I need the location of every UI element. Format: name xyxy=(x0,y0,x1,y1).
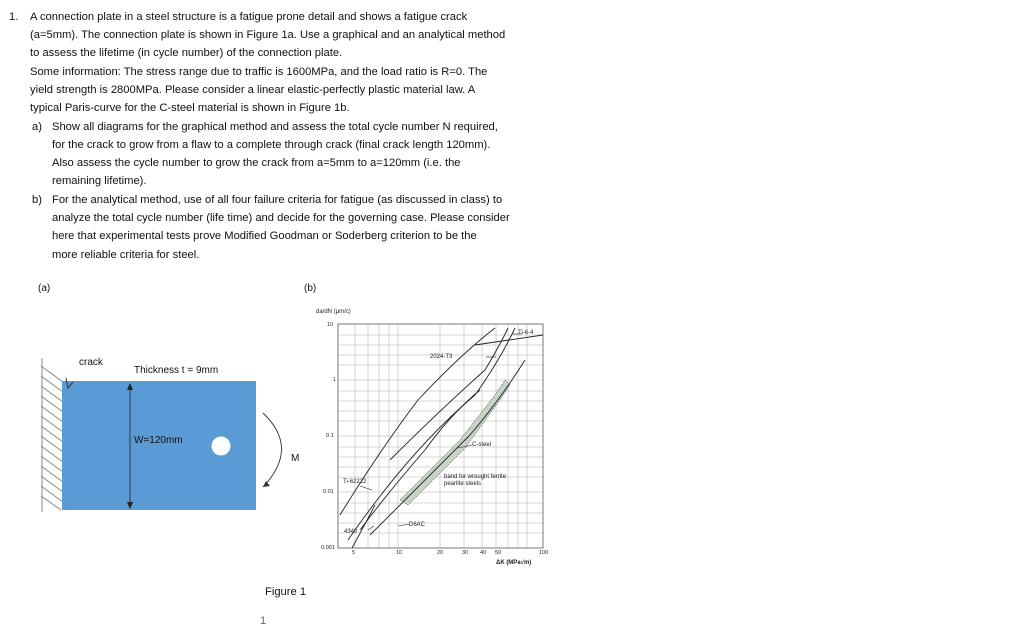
curve-label-2024-t3: 2024-T3 xyxy=(430,354,453,360)
intro-line: yield strength is 2800MPa. Please consider a linear elastic-perfectly plastic material law. A xyxy=(30,84,476,96)
figure-a-drawing xyxy=(0,0,300,627)
label-pointers xyxy=(360,334,522,530)
fixed-wall-hatch xyxy=(41,358,63,512)
part-a-line: Also assess the cycle number to grow the crack from a=5mm to a=120mm (i.e. the xyxy=(52,157,461,169)
part-a-line: Show all diagrams for the graphical method and assess the total cycle number N required, xyxy=(52,121,498,133)
x-tick: 20 xyxy=(437,550,444,556)
intro-line: A connection plate in a steel structure is a fatigue prone detail and shows a fatigue crack xyxy=(30,11,468,23)
moment-label: M xyxy=(291,453,300,464)
x-tick: 100 xyxy=(539,550,549,556)
thickness-label: Thickness t = 9mm xyxy=(134,365,219,376)
figure-a-label: (a) xyxy=(38,283,51,294)
part-a-line: remaining lifetime). xyxy=(52,175,147,187)
x-tick: 10 xyxy=(396,550,403,556)
part-b-line: For the analytical method, use of all four failure criteria for fatigue (as discussed in class) to xyxy=(52,194,503,206)
curve-label-band: band for wrought ferrite pearlite steels xyxy=(444,474,507,487)
part-b-line: more reliable criteria for steel. xyxy=(52,249,200,261)
bolt-hole xyxy=(212,437,231,456)
paris-curves xyxy=(340,328,543,548)
x-tick: 30 xyxy=(462,550,469,556)
intro-line: to assess the lifetime (in cycle number) of the connection plate. xyxy=(30,47,343,59)
intro-line: Some information: The stress range due to traffic is 1600MPa, and the load ratio is R=0. The xyxy=(30,66,488,78)
x-tick: 40 xyxy=(480,550,487,556)
paris-curve-chart xyxy=(300,300,560,570)
y-tick: 1 xyxy=(333,377,337,383)
part-b-label: b) xyxy=(32,194,42,206)
part-b-line: analyze the total cycle number (life time) and decide for the governing case. Please consider xyxy=(52,212,510,224)
curve-label-d6ac: D6AC xyxy=(409,522,426,528)
page-number: 1 xyxy=(260,615,267,627)
curve-label-c-steel: C-steel xyxy=(472,442,492,448)
part-a-line: for the crack to grow from a flaw to a complete through crack (final crack length 120mm). xyxy=(52,139,491,151)
y-tick: 0.1 xyxy=(326,433,334,439)
moment-arc xyxy=(263,413,282,487)
y-axis-label: da/dN (μm/c) xyxy=(316,309,351,315)
y-tick: 10 xyxy=(327,322,334,328)
part-b-line: here that experimental tests prove Modified Goodman or Soderberg criterion to be the xyxy=(52,230,477,242)
y-tick: 0.01 xyxy=(323,489,334,495)
part-a-label: a) xyxy=(32,121,42,133)
x-tick: 5 xyxy=(352,550,356,556)
width-label: W=120mm xyxy=(134,435,183,446)
x-axis-label: ΔK (MPa√m) xyxy=(496,560,532,566)
curve-label-ti-62222: Ti-62222 xyxy=(343,479,367,485)
intro-line: (a=5mm). The connection plate is shown in Figure 1a. Use a graphical and an analytical method xyxy=(30,29,506,41)
curve-label-4340: 4340 xyxy=(344,529,358,535)
y-tick: 0.001 xyxy=(321,545,335,551)
figure-b-label: (b) xyxy=(304,283,317,294)
x-tick: 50 xyxy=(495,550,502,556)
crack-label: crack xyxy=(79,357,103,368)
curve-label-ti-6-4: Ti-6-4 xyxy=(518,330,534,336)
question-number: 1. xyxy=(9,11,19,23)
intro-line: typical Paris-curve for the C-steel material is shown in Figure 1b. xyxy=(30,102,350,114)
figure-caption: Figure 1 xyxy=(265,586,307,598)
